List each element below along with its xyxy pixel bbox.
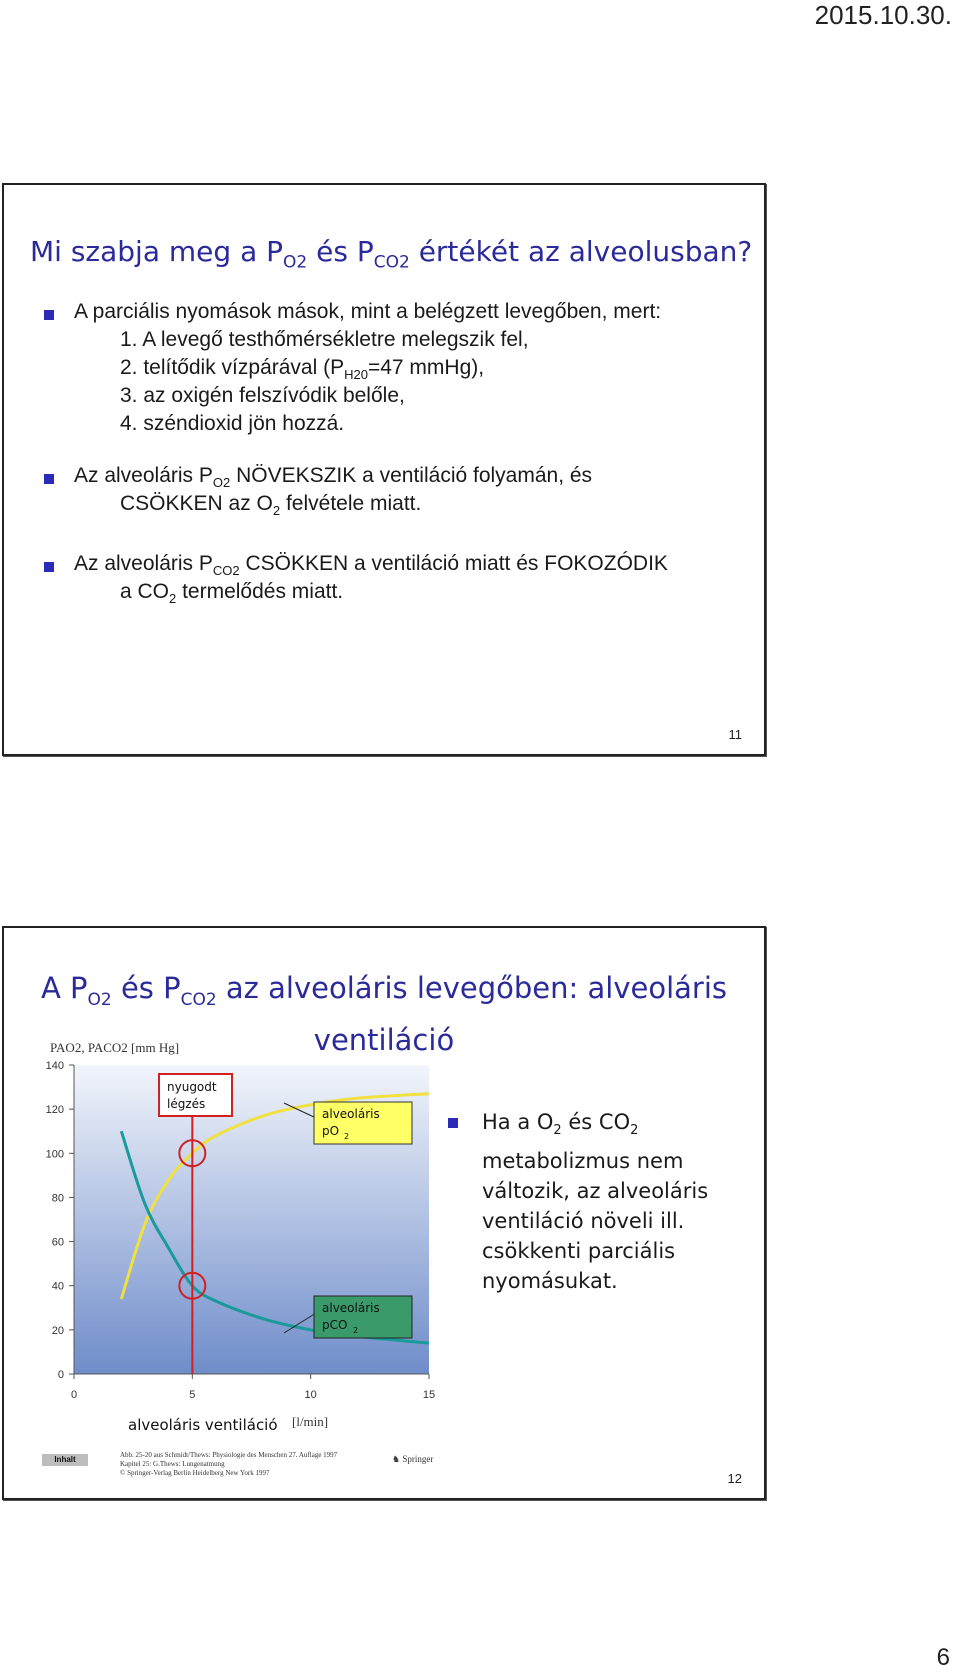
bullet-1: [44, 300, 744, 328]
text-line: nyomásukat.: [482, 1269, 618, 1294]
title-text: A P: [40, 971, 88, 1005]
text-part: Az alveoláris P: [74, 552, 213, 575]
pco2-callout-label: pCO: [322, 1318, 348, 1332]
list-item: [44, 412, 744, 440]
title-sub: O2: [283, 252, 308, 273]
bullet-2-cont: [44, 492, 744, 520]
list-item: [44, 328, 744, 356]
po2-callout-sub: 2: [344, 1132, 350, 1141]
resting-breath-label: nyugodt: [167, 1080, 217, 1094]
text-part: a CO: [120, 580, 170, 603]
title-text: és P: [307, 235, 374, 268]
x-tick-label: 15: [422, 1389, 436, 1401]
text-part: Ha a O: [482, 1110, 554, 1134]
y-tick-label: 100: [45, 1148, 64, 1161]
text-line: változik, az alveoláris: [482, 1179, 709, 1204]
text-part: termelődés miatt.: [176, 580, 344, 603]
title-text: Mi szabja meg a P: [30, 235, 284, 268]
slide-body: [44, 300, 744, 608]
text-part: CSÖKKEN az O: [120, 492, 273, 515]
bullet-text: [482, 1107, 748, 1296]
y-tick-label: 40: [51, 1280, 64, 1293]
title-line-2: ventiláció: [313, 1022, 455, 1057]
right-bullet: [448, 1107, 748, 1296]
y-axis-label: PAO2, PACO2 [mm Hg]: [50, 1040, 180, 1055]
text-part: 2. telítődik vízpárával (P: [120, 356, 345, 379]
credit-line: © Springer-Verlag Berlin Heidelberg New York 1997: [120, 1469, 270, 1477]
bullet-square-icon: [44, 562, 54, 572]
slide-12: [2, 926, 766, 1500]
bullet-square-icon: [44, 310, 54, 320]
y-tick-label: 20: [51, 1324, 64, 1337]
x-axis-label: alveoláris ventiláció: [128, 1416, 278, 1434]
x-tick-label: 5: [189, 1389, 196, 1401]
text-line: metabolizmus nem: [482, 1149, 684, 1174]
page-number: 6: [936, 1644, 950, 1671]
y-tick-label: 80: [51, 1192, 64, 1205]
pco2-callout-sub: 2: [353, 1326, 359, 1335]
title-text: és P: [111, 971, 181, 1005]
y-tick-label: 120: [45, 1104, 64, 1117]
x-axis-unit: [l/min]: [292, 1414, 329, 1429]
x-tick-label: 0: [70, 1389, 78, 1401]
publisher-name: Springer: [402, 1454, 434, 1464]
bullet-text: [120, 492, 421, 518]
slide-title: [30, 235, 752, 273]
bullet-square-icon: [44, 474, 54, 484]
credit-line: Abb. 25-20 aus Schmidt/Thews: Physiologie des Menschen 27. Auflage 1997: [120, 1451, 338, 1459]
slide-11: [2, 183, 766, 756]
text-part: felvétele miatt.: [280, 492, 422, 515]
text-sub: H20: [344, 367, 368, 383]
text-part: =47 mmHg),: [367, 356, 485, 379]
bullet-3-cont: [44, 580, 744, 608]
bullet-2: [44, 464, 744, 492]
bullet-text: [120, 580, 343, 606]
po2-callout-label: pO: [322, 1124, 340, 1138]
list-item-text: [120, 356, 484, 382]
pco2-callout-label: alveoláris: [322, 1301, 380, 1315]
text-sub: O2: [212, 475, 231, 491]
x-tick-label: 10: [304, 1389, 317, 1401]
list-item-text: 4. széndioxid jön hozzá.: [120, 412, 345, 435]
text-part: Az alveoláris P: [74, 464, 213, 487]
text-sub: 2: [169, 591, 177, 607]
title-text: az alveoláris levegőben: alveoláris: [216, 971, 727, 1005]
publisher-logo: [392, 1454, 433, 1465]
y-tick-label: 140: [45, 1060, 64, 1072]
text-line: csökkenti parciális: [482, 1239, 676, 1264]
bullet-3: [44, 552, 744, 580]
springer-horse-icon: ♞: [392, 1454, 401, 1464]
slide-number: 11: [728, 727, 742, 742]
list-item-text: 3. az oxigén felszívódik belőle,: [120, 384, 405, 407]
title-sub: CO2: [373, 252, 410, 273]
list-item-text: 1. A levegő testhőmérsékletre melegszik fel,: [120, 328, 529, 351]
text-sub: 2: [630, 1123, 639, 1139]
text-line: ventiláció növeli ill.: [482, 1209, 685, 1234]
title-sub: O2: [87, 989, 112, 1010]
figure-credit: [120, 1451, 337, 1478]
title-sub: CO2: [180, 989, 217, 1010]
po2-callout-label: alveoláris: [322, 1107, 380, 1121]
text-sub: 2: [272, 503, 281, 519]
bullet-text: [74, 552, 668, 578]
y-tick-label: 60: [51, 1236, 64, 1249]
resting-breath-label: légzés: [167, 1097, 206, 1111]
list-item: [44, 356, 744, 384]
inhalt-button[interactable]: Inhalt: [42, 1454, 88, 1466]
bullet-text: A parciális nyomások mások, mint a belégzett levegőben, mert:: [74, 300, 662, 323]
text-sub: 2: [553, 1123, 562, 1139]
y-tick-label: 0: [57, 1369, 64, 1381]
text-part: és CO: [561, 1110, 631, 1134]
text-sub: CO2: [212, 563, 240, 579]
bullet-square-icon: [448, 1118, 458, 1128]
text-part: NÖVEKSZIK a ventiláció folyamán, és: [230, 464, 593, 487]
header-date: 2015.10.30.: [814, 0, 952, 30]
credit-line: Kapitel 25: G.Thews: Lungenatmung: [120, 1460, 225, 1468]
list-item: [44, 384, 744, 412]
slide-number: 12: [727, 1471, 742, 1486]
title-text: értékét az alveolusban?: [409, 235, 753, 268]
text-part: CSÖKKEN a ventiláció miatt és FOKOZÓDIK: [239, 552, 668, 575]
bullet-text: [74, 464, 592, 490]
